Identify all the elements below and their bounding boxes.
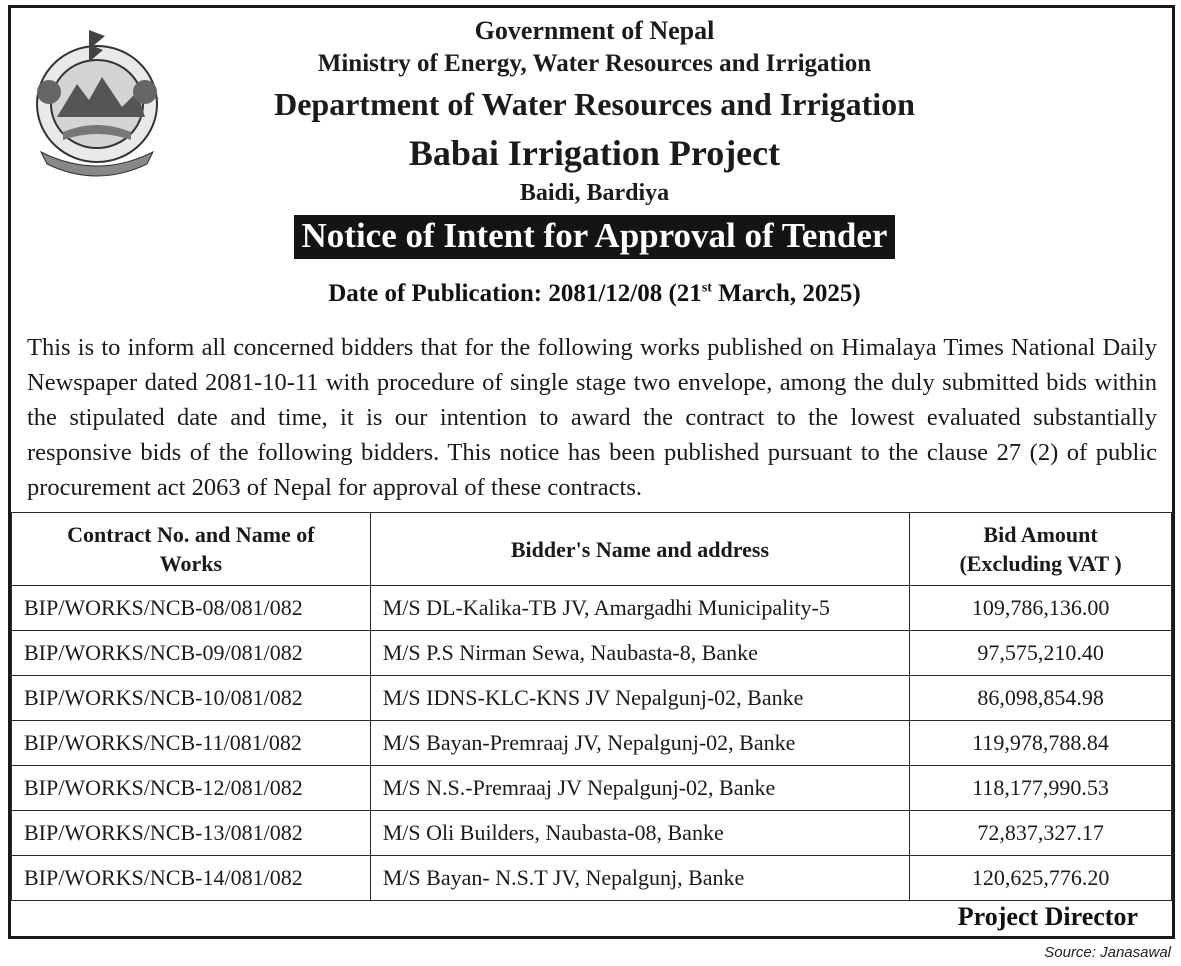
table-row [12,721,1172,766]
header-amount-line1: Bid Amount [983,522,1098,547]
bidder-name: M/S P.S Nirman Sewa, Naubasta-8, Banke [370,631,909,676]
bidder-name: M/S Oli Builders, Naubasta-08, Banke [370,811,909,856]
bidder-name: M/S IDNS-KLC-KNS JV Nepalgunj-02, Banke [370,676,909,721]
bid-amount: 72,837,327.17 [910,811,1172,856]
table-row [12,856,1172,901]
header-contract-line2: Works [159,551,223,576]
bid-amount: 118,177,990.53 [910,766,1172,811]
publication-date [11,280,1178,308]
table-row [12,676,1172,721]
contract-no: BIP/WORKS/NCB-09/081/082 [12,631,371,676]
table-row [12,766,1172,811]
ministry-name: Ministry of Energy, Water Resources and Irrigation [317,50,872,77]
table-row [12,631,1172,676]
bid-amount: 97,575,210.40 [910,631,1172,676]
project-location: Baidi, Bardiya [519,180,670,206]
govt-name: Government of Nepal [474,16,715,45]
contract-no: BIP/WORKS/NCB-08/081/082 [12,586,371,631]
bidder-name: M/S Bayan-Premraaj JV, Nepalgunj-02, Banke [370,721,909,766]
source-credit: Source: Janasawal [1044,944,1171,961]
publication-date-prefix: Date of Publication: 2081/12/08 (21 [328,280,702,307]
publication-date-sup: st [701,280,712,296]
contract-no: BIP/WORKS/NCB-12/081/082 [12,766,371,811]
bidder-name: M/S DL-Kalika-TB JV, Amargadhi Municipality-5 [370,586,909,631]
notice-frame [8,5,1175,939]
contract-no: BIP/WORKS/NCB-11/081/082 [12,721,371,766]
project-name: Babai Irrigation Project [408,133,781,173]
bidder-name: M/S N.S.-Premraaj JV Nepalgunj-02, Banke [370,766,909,811]
contract-no: BIP/WORKS/NCB-10/081/082 [12,676,371,721]
header-amount [910,513,1172,586]
signature-project-director: Project Director [957,902,1138,931]
department-name: Department of Water Resources and Irrigation [274,86,915,122]
contract-no: BIP/WORKS/NCB-13/081/082 [12,811,371,856]
table-row [12,586,1172,631]
notice-title-wrap [11,215,1178,259]
notice-body: This is to inform all concerned bidders that for the following works published on Himalaya Times National Daily Newspaper dated 2081-10-11 with procedure of single stage two envelope, among the duly submitted bids within the stipulated date and time, it is our intention to award the contract to the lowest evaluated substantially responsive bids of the following bidders. This notice has been published pursuant to the clause 27 (2) of public procurement act 2063 of Nepal for approval of these contracts. [27,334,1157,501]
bid-amount: 86,098,854.98 [910,676,1172,721]
table-header-row [12,513,1172,586]
notice-title: Notice of Intent for Approval of Tender [294,215,896,259]
header-bidder: Bidder's Name and address [370,513,909,586]
header-contract [12,513,371,586]
bid-amount: 119,978,788.84 [910,721,1172,766]
publication-date-suffix: March, 2025) [711,280,861,307]
table-row [12,811,1172,856]
bid-amount: 120,625,776.20 [910,856,1172,901]
header-amount-line2: (Excluding VAT ) [959,551,1122,576]
bid-amount: 109,786,136.00 [910,586,1172,631]
header-contract-line1: Contract No. and Name of [67,522,315,547]
bidder-name: M/S Bayan- N.S.T JV, Nepalgunj, Banke [370,856,909,901]
tender-table [11,512,1172,901]
contract-no: BIP/WORKS/NCB-14/081/082 [12,856,371,901]
